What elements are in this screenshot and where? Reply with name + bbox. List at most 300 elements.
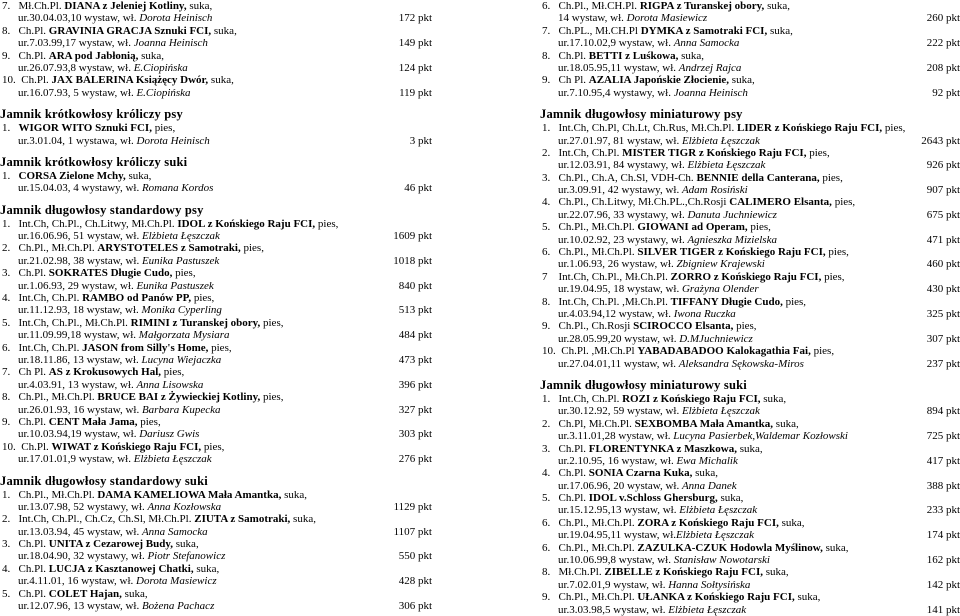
entry-segment: pies, [747,221,771,234]
entry-text [558,504,757,516]
dog-name: COLET Hajan, [48,587,122,600]
owner-name: Zbigniew Krajewski [676,258,765,271]
entry-text [542,50,704,62]
entry-title-line [0,218,432,230]
entry-segment: ur.12.03.91, 84 wystawy, wł. [558,159,688,172]
entry-text [558,554,770,566]
entry-details-line [540,358,960,370]
entry-segment: 1. [2,122,19,135]
entry-text [542,591,820,603]
entry-segment: 6. Ch.Pl., Mł.Ch.Pl. [542,516,638,529]
entry-segment: pies, [161,366,185,379]
owner-name: Eunika Pastuszek [141,254,220,267]
entry-details-line [0,182,432,194]
entry-text [558,604,746,616]
entry-text [18,453,212,465]
entry-title-line [540,25,960,37]
entry-title-line [0,588,432,600]
entry-text [18,428,199,440]
owner-name: E.Ciopińska [133,61,188,74]
entry-details-line [0,62,432,74]
entry-segment: suka, [794,591,821,604]
entry-segment: 3. Ch.Pl. [2,538,49,551]
owner-name: Romana Kordos [141,182,214,195]
points-value: 840 pkt [398,279,432,292]
entry-segment: ur.7.02.01,9 wystaw, wł. [558,578,669,591]
dog-name: ZIUTA z Samotraki, [194,513,291,526]
dog-name: SEXBOMBA Mała Amantka, [634,417,774,430]
dog-name: DAMA KAMELIOWA Mała Amantka, [97,488,282,501]
entry-text [18,280,214,292]
owner-name: Elżbieta Łęszczak [687,159,766,172]
points-value: 675 pkt [926,208,960,221]
owner-name: E.Ciopińska [136,86,191,99]
owner-name: D.MJuchniewicz [679,332,753,345]
entry-details-line [0,304,432,316]
entry-segment: pies, [260,391,284,404]
dog-name: BENNIE della Canterana, [696,171,820,184]
dog-name: RIGPA z Turanskej obory, [639,0,765,12]
entry-text [18,182,213,194]
dog-name: JAX BALERINA Książęcy Dwór, [51,74,209,87]
entry-segment: 3. Ch.Pl. [542,442,589,455]
points-value: 174 pkt [926,529,960,542]
entry-text [558,283,759,295]
entry-segment: ur.30.12.92, 59 wystaw, wł. [558,405,682,418]
entry-segment: ur.1.06.93, 26 wystaw, wł. [558,258,677,271]
entry-text [2,50,164,62]
entry-details-line [540,455,960,467]
entry-title-line [540,566,960,578]
entry-segment: suka, [186,0,213,12]
entry-text [2,218,338,230]
entry-segment: 3. Ch.Pl. [2,267,49,280]
entry-text [18,87,191,99]
entry-text [542,172,843,184]
entry-title-line [540,492,960,504]
entry-title-line [540,591,960,603]
points-value: 119 pkt [399,86,432,99]
entry-segment: 6. Ch.Pl., Mł.Ch.Pl. [542,541,638,554]
entry-segment: ur.16.06.96, 51 wystaw, wł. [18,230,142,243]
owner-name: Anna Danek [681,479,737,492]
entry-segment: ur.3.11.01,28 wystaw, wł. [558,430,674,443]
entry-text [18,37,208,49]
points-value: 894 pkt [926,405,960,418]
entry-segment: ur.17.06.96, 20 wystaw, wł. [558,479,682,492]
owner-name: Joanna Heinisch [133,37,208,50]
entry-text [2,416,161,428]
entry-text [558,209,777,221]
entry-segment: 5. Ch.Pl., Mł.Ch.Pl. [542,221,638,234]
points-value: 388 pkt [926,479,960,492]
entry-text [542,492,743,504]
entry-title-line [0,489,432,501]
dog-name: ZAZULKA-CZUK Hodowla Myślinow, [637,541,823,554]
entry-details-line [0,135,432,147]
entry-segment: 2. Int.Ch, Ch.Pl., Ch.Cz, Ch.Sl, Mł.Ch.Pl. [2,513,195,526]
entry-segment: ur.7.10.95,4 wystawy, wł. [558,86,674,99]
entry-segment: ur.15.12.95,13 wystaw, wł. [558,504,680,517]
entry-segment: ur.13.07.98, 52 wystawy, wł. [18,500,148,513]
entry-details-line [0,404,432,416]
dog-name: BRUCE BAI z Żywieckiej Kotliny, [97,391,261,404]
section-heading: Jamnik krótkowłosy króliczy suki [0,154,188,169]
entry-text [2,242,264,254]
points-value: 471 pkt [926,233,960,246]
dog-name: DIANA z Jeleniej Kotliny, [64,0,187,12]
dog-name: JASON from Silly's Home, [82,341,209,354]
entry-text [558,258,765,270]
entry-details-line [540,37,960,49]
entry-segment: 7 Int.Ch, Ch.Pl., Mł.Ch.Pl. [542,270,671,283]
dog-name: GRAVINIA GRACJA Sznuki FCI, [48,24,212,37]
owner-name: Anna Lisowska [136,378,204,391]
entry-segment: suka, [767,24,793,37]
entry-segment: pies, [806,146,830,159]
entry-title-line [0,242,432,254]
entry-segment: 2. Ch.Pl, Mł.Ch.Pl. [542,417,635,430]
section-heading: Jamnik długowłosy miniaturowy suki [540,377,747,392]
entry-text [542,246,849,258]
dog-name: YABADABADOO Kalokagathia Fai, [637,345,811,358]
dog-name: RAMBO od Panów PP, [82,292,192,305]
entry-details-line [0,428,432,440]
entry-text [18,135,210,147]
entry-text [558,579,750,591]
owner-name: Joanna Heinisch [673,86,748,99]
entry-segment: suka, [717,492,744,505]
entry-segment: ur.10.03.94,19 wystaw, wł. [18,428,140,441]
entry-text [18,354,221,366]
dog-name: WIGOR WITO Sznuki FCI, [18,122,152,135]
owner-name: Dorota Masiewicz [136,575,217,588]
entry-text [558,234,777,246]
owner-name: Dariusz Gwis [139,428,200,441]
entry-text [18,230,220,242]
entry-text [558,184,748,196]
entry-title-line [540,345,960,357]
entry-segment: suka, [736,442,763,455]
entry-text [18,255,219,267]
entry-segment: suka, [173,538,199,551]
dog-name: DYMKA z Samotraki FCI, [640,24,768,37]
section-heading: Jamnik długowłosy standardowy psy [0,202,204,217]
entry-text [2,25,237,37]
points-value: 327 pkt [398,403,432,416]
entry-text [542,566,789,578]
entry-title-line [540,246,960,258]
entry-text [2,267,196,279]
left-column [0,0,432,612]
dog-name: SONIA Czarna Kuka, [588,467,693,480]
entry-text [2,441,224,453]
entry-title-line [540,296,960,308]
owner-name: Anna Kozłowska [147,500,222,513]
owner-name: Aleksandra Sękowska-Miros [678,357,804,370]
entry-segment: suka, [138,49,164,62]
entry-text [2,342,232,354]
points-value: 142 pkt [926,578,960,591]
entry-details-line [0,255,432,267]
points-value: 926 pkt [926,159,960,172]
entry-text [558,12,707,24]
entry-text [542,25,793,37]
entry-details-line [0,37,432,49]
owner-name: Ewa Michalik [676,454,738,467]
entry-segment: ur.18.04.90, 32 wystawy, wł. [18,550,148,563]
points-value: 208 pkt [926,61,960,74]
owner-name: Elżbieta Łęszczak [681,405,760,418]
dog-name: BETTI z Luśkowa, [588,49,679,62]
dog-name: ARA pod Jabłonią, [48,49,139,62]
entry-segment: 6. Ch.Pl., Mł.Ch.Pl. [542,246,638,259]
entry-details-line [540,430,960,442]
entry-segment: 7. Ch.PL., Mł.CH.Pl [542,24,641,37]
entry-details-line [540,308,960,320]
entry-details-line [540,529,960,541]
owner-name: Grażyna Olender [681,283,759,296]
dog-name: AS z Krokusowych Hal, [48,366,162,379]
entry-segment: ur.30.04.03,10 wystaw, wł. [18,12,140,25]
entry-segment: ur.12.07.96, 13 wystaw, wł. [18,600,142,613]
entry-segment: suka, [290,513,316,526]
entry-segment: 5. Ch.Pl. [2,587,49,600]
entry-segment: suka, [764,0,790,12]
entry-title-line [0,50,432,62]
entry-title-line [0,122,432,134]
points-value: 306 pkt [398,600,432,613]
entry-title-line [540,74,960,86]
entry-title-line [540,221,960,233]
points-value: 1018 pkt [393,254,432,267]
dog-name: WIWAT z Końskiego Raju FCI, [51,440,202,453]
entry-text [18,404,220,416]
owner-name: Anna Samocka [141,525,208,538]
owner-name: Małgorzata Mysiara [138,329,230,342]
entry-title-line [0,366,432,378]
entry-segment: ur.7.03.99,17 wystaw, wł. [18,37,134,50]
entry-details-line [0,329,432,341]
owner-name: Bożena Pachacz [141,600,215,613]
points-value: 460 pkt [926,258,960,271]
owner-name: Eunika Pastuszek [136,279,214,292]
entry-segment: suka, [760,392,787,405]
owner-name: Barbara Kupecka [141,403,221,416]
entry-segment: 9. Ch.Pl. [2,415,49,428]
points-value: 141 pkt [926,603,960,616]
owner-name: Lucyna Wiejaczka [141,353,222,366]
entry-segment: 2. Ch.Pl., Mł.Ch.Pl. [2,242,98,255]
entry-text [2,170,151,182]
entry-title-line [540,418,960,430]
dog-name: CALIMERO Elsanta, [729,196,832,209]
owner-name: Elżbieta Łęszczak [133,453,212,466]
entry-text [18,304,222,316]
points-value: 417 pkt [926,454,960,467]
entry-details-line [0,550,432,562]
entry-segment: 6. Int.Ch, Ch.Pl. [2,341,83,354]
entry-text [542,196,855,208]
entry-text [2,366,184,378]
dog-name: GIOWANI ad Operam, [637,221,748,234]
dog-name: ARYSTOTELES z Samotraki, [97,242,241,255]
entry-text [542,517,805,529]
entry-segment: 3. Ch.Pl., Ch.A, Ch.Sl, VDH-Ch. [542,171,697,184]
owner-name: Hanna Sołtysińska [668,578,751,591]
owner-name: Adam Rosiński [681,184,748,197]
entry-segment: ur.22.07.96, 33 wystawy, wł. [558,208,688,221]
entry-text [18,600,214,612]
entry-details-line [0,230,432,242]
points-value: 149 pkt [398,37,432,50]
entry-segment: 10. Ch.Pl. ,Mł.Ch.Pl [542,345,638,358]
entry-text [542,467,718,479]
section-heading: Jamnik długowłosy miniaturowy psy [540,107,743,122]
points-value: 2643 pkt [921,134,960,147]
points-value: 276 pkt [398,453,432,466]
entry-segment: ur.10.06.99,8 wystaw, wł. [558,554,674,567]
entry-segment: suka, [773,417,799,430]
entry-segment: ur.4.03.91, 13 wystaw, wł. [18,378,137,391]
dog-name: ROZI z Końskiego Raju FCI, [622,392,761,405]
entry-segment: pies, [151,122,176,135]
entry-segment: ur.19.04.95,11 wystaw, wł. [558,529,677,542]
entry-text [542,320,757,332]
owner-name: Danuta Juchniewicz [687,208,777,221]
entry-segment: 10. Ch.Pl. [2,74,52,87]
owner-name: Elżbieta Łęszczak [676,529,754,542]
entry-text [558,358,804,370]
entry-text [558,37,739,49]
dog-name: MISTER TIGR z Końskiego Raju FCI, [622,146,807,159]
entry-title-line [540,517,960,529]
entry-segment: ur.1.06.93, 29 wystaw, wł. [18,279,137,292]
entry-details-line [540,62,960,74]
dog-name: RIMINI z Turanskej obory, [130,316,261,329]
points-value: 484 pkt [398,329,432,342]
right-column [540,0,960,616]
entry-segment: pies, [208,341,232,354]
points-value: 92 pkt [932,86,960,99]
entry-segment: ur.27.01.97, 81 wystaw, wł. [558,134,682,147]
entry-segment: 8. Ch.Pl. [2,24,49,37]
points-value: 124 pkt [398,61,432,74]
entry-title-line [540,147,960,159]
entry-details-line [0,453,432,465]
entry-text [542,74,755,86]
entry-title-line [0,563,432,575]
entry-text [18,62,188,74]
dog-name: AZALIA Japońskie Złocienie, [588,74,730,87]
entry-title-line [0,513,432,525]
entry-text [542,542,849,554]
entry-title-line [0,317,432,329]
points-value: 725 pkt [926,430,960,443]
points-value: 907 pkt [926,184,960,197]
section-heading: Jamnik długowłosy standardowy suki [0,473,208,488]
dog-name: UNITA z Cezarowej Budy, [48,538,174,551]
entry-text [558,159,765,171]
entry-details-line [540,405,960,417]
entry-title-line [540,50,960,62]
entry-segment: ur.3.03.98,5 wystaw, wł. [558,603,669,616]
entry-text [2,317,283,329]
owner-name: Dorota Masiewicz [626,12,708,25]
entry-segment: ur.4.03.94,12 wystaw, wł. [558,307,674,320]
entry-details-line [540,480,960,492]
entry-segment: ur.11.12.93, 18 wystaw, wł. [18,304,142,317]
entry-segment: ur.13.03.94, 45 wystaw, wł. [18,525,142,538]
entry-segment: pies, [191,292,215,305]
entry-text [2,489,307,501]
points-value: 325 pkt [926,307,960,320]
entry-segment: pies, [260,316,284,329]
dog-name: ZORRO z Końskiego Raju FCI, [670,270,822,283]
entry-text [2,292,214,304]
section-heading: Jamnik krótkowłosy króliczy psy [0,107,183,122]
points-value: 1129 pkt [393,500,432,513]
entry-text [542,147,830,159]
entry-segment: pies, [315,217,339,230]
entry-details-line [540,504,960,516]
points-value: 260 pkt [926,12,960,25]
entry-segment: pies, [810,345,835,358]
entry-segment: suka, [692,467,719,480]
entry-text [542,271,845,283]
points-value: 1107 pkt [393,525,432,538]
entry-title-line [540,320,960,332]
entry-text [558,529,754,541]
entry-segment: ur.26.07.93,8 wystaw, wł. [18,61,134,74]
dog-name: UŁANKA z Końskiego Raju FCI, [637,591,795,604]
dog-name: IDOL z Końskiego Raju FCI, [177,217,316,230]
entry-segment: 8. Mł.Ch.Pl. [542,566,605,579]
entry-text [18,575,217,587]
entry-segment: 4. Ch.Pl., Ch.Litwy, Mł.Ch.PL.,Ch.Rosji [542,196,730,209]
owner-name: Monika Cyperling [141,304,222,317]
entry-text [542,393,786,405]
entry-text [542,296,806,308]
points-value: 303 pkt [398,428,432,441]
entry-segment: 8. Ch.Pl., Mł.Ch.Pl. [2,391,98,404]
entry-text [2,74,234,86]
entry-details-line [540,135,960,147]
points-value: 222 pkt [926,37,960,50]
entry-text [558,480,737,492]
dog-name: TIFFANY Długie Cudo, [670,295,783,308]
entry-text [542,221,771,233]
owner-name: Elżbieta Łęszczak [141,230,220,243]
points-value: 233 pkt [926,504,960,517]
entry-title-line [0,391,432,403]
entry-segment: 9. Ch.Pl., Mł.Ch.Pl. [542,591,638,604]
dog-name: ZIBELLE z Końskiego Raju FCI, [604,566,763,579]
entry-segment: ur.17.01.01,9 wystaw, wł. [18,453,134,466]
entry-segment: suka, [678,49,704,62]
entry-segment: 2. Int.Ch, Ch.Pl. [542,146,623,159]
entry-segment: suka, [211,24,237,37]
entry-text [18,329,230,341]
entry-segment: suka, [281,488,307,501]
entry-segment: pies, [201,440,225,453]
entry-details-line [0,501,432,513]
entry-text [2,538,199,550]
entry-details-line [540,333,960,345]
entry-title-line [540,443,960,455]
entry-title-line [0,25,432,37]
entry-segment: pies, [137,415,161,428]
